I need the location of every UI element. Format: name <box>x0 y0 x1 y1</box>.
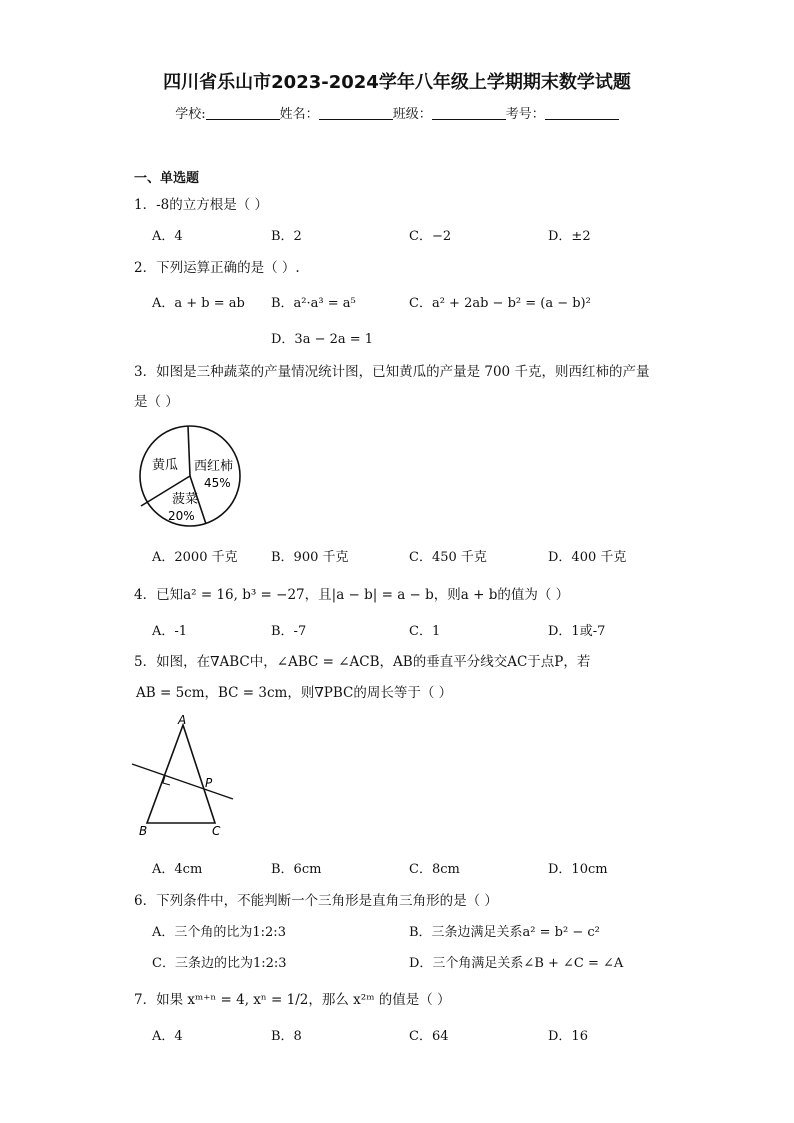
triangle-abc <box>147 725 215 823</box>
q5-option-c: C．8cm <box>409 862 460 877</box>
q1-option-d: D．±2 <box>548 229 591 244</box>
q2-option-d: D．3a − 2a = 1 <box>271 332 374 347</box>
q6-option-d: D．三个角满足关系∠B + ∠C = ∠A <box>409 956 624 971</box>
q1-option-c: C．−2 <box>409 229 452 244</box>
q7-option-a: A．4 <box>152 1029 183 1044</box>
pie-label-cucumber: 黄瓜 <box>152 458 179 473</box>
section-heading: 一、单选题 <box>134 171 200 186</box>
question-5-stem-line1: 5．如图，在∇ABC中，∠ABC = ∠ACB，AB的垂直平分线交AC于点P，若 <box>134 654 591 670</box>
question-6-stem: 6．下列条件中，不能判断一个三角形是直角三角形的是（ ） <box>134 893 498 909</box>
name-blank <box>319 107 393 120</box>
question-2-stem: 2．下列运算正确的是（ ）. <box>134 260 300 276</box>
pie-label-spinach: 菠菜 <box>172 492 199 507</box>
question-3-stem-line2: 是（ ） <box>134 394 179 410</box>
number-label: 考号： <box>505 107 545 122</box>
q5-option-d: D．10cm <box>548 862 608 877</box>
q6-option-a: A．三个角的比为1:2:3 <box>152 925 286 940</box>
name-label: 姓名： <box>279 107 319 122</box>
q1-option-b: B．2 <box>271 229 302 244</box>
q2-option-a: A．a + b = ab <box>152 296 245 311</box>
q2-option-c: C．a² + 2ab − b² = (a − b)² <box>409 296 591 311</box>
pie-chart-figure <box>132 423 248 529</box>
q3-option-a: A．2000 千克 <box>152 550 238 565</box>
question-7-stem: 7．如果 xᵐ⁺ⁿ = 4, xⁿ = 1/2，那么 x²ᵐ 的值是（ ） <box>134 992 451 1008</box>
q4-option-c: C．1 <box>409 624 441 639</box>
pie-label-tomato: 西红柿 <box>194 459 234 474</box>
q5-option-b: B．6cm <box>271 862 322 877</box>
q3-option-d: D．400 千克 <box>548 550 627 565</box>
q7-option-d: D．16 <box>548 1029 588 1044</box>
pie-divider-top <box>188 426 190 476</box>
class-blank <box>432 107 506 120</box>
vertex-label-c: C <box>212 824 221 838</box>
number-blank <box>545 107 619 120</box>
q7-option-c: C．64 <box>409 1029 449 1044</box>
pie-label-spinach-percent: 20% <box>168 509 195 523</box>
question-1-stem: 1．-8的立方根是（ ） <box>134 197 269 213</box>
q2-option-b: B．a²·a³ = a⁵ <box>271 296 356 311</box>
q6-option-b: B．三条边满足关系a² = b² − c² <box>409 925 600 940</box>
page-title: 四川省乐山市2023-2024学年八年级上学期期末数学试题 <box>163 72 631 93</box>
q1-option-a: A．4 <box>152 229 183 244</box>
student-info-line <box>0 103 794 122</box>
q4-option-d: D．1或-7 <box>548 624 606 639</box>
q6-option-c: C．三条边的比为1:2:3 <box>152 956 287 971</box>
question-5-stem-line2: AB = 5cm，BC = 3cm，则∇PBC的周长等于（ ） <box>136 685 453 701</box>
school-blank <box>206 107 280 120</box>
vertex-label-b: B <box>139 824 148 838</box>
q5-option-a: A．4cm <box>152 862 203 877</box>
q4-option-a: A．-1 <box>152 624 188 639</box>
class-label: 班级： <box>392 107 432 122</box>
vertex-label-a: A <box>178 713 187 727</box>
school-label: 学校: <box>175 107 206 122</box>
question-3-stem-line1: 3．如图是三种蔬菜的产量情况统计图，已知黄瓜的产量是 700 千克，则西红柿的产量 <box>134 364 650 380</box>
q7-option-b: B．8 <box>271 1029 302 1044</box>
triangle-figure <box>130 712 240 840</box>
q3-option-c: C．450 千克 <box>409 550 487 565</box>
question-4-stem: 4．已知a² = 16, b³ = −27，且|a − b| = a − b，则a + b的值为（ ） <box>134 587 570 603</box>
q4-option-b: B．-7 <box>271 624 307 639</box>
perpendicular-bisector <box>132 764 233 799</box>
pie-label-tomato-percent: 45% <box>204 476 231 490</box>
point-label-p: P <box>205 776 213 790</box>
q3-option-b: B．900 千克 <box>271 550 349 565</box>
